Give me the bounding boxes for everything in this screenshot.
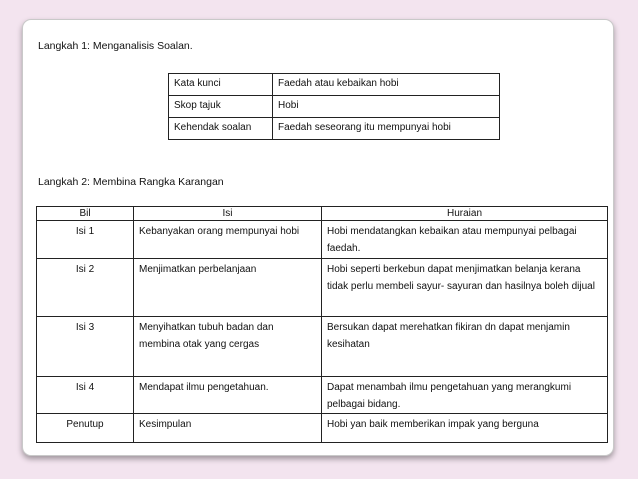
- table-row: [169, 74, 500, 96]
- cell-huraian: Hobi yan baik memberikan impak yang berguna: [322, 414, 608, 443]
- table-row: [169, 118, 500, 140]
- cell-bil: Isi 3: [37, 317, 134, 377]
- analysis-value: Hobi: [273, 96, 500, 118]
- cell-isi: Kebanyakan orang mempunyai hobi: [134, 221, 322, 259]
- analysis-value: Faedah atau kebaikan hobi: [273, 74, 500, 96]
- cell-isi: Menyihatkan tubuh badan dan membina otak yang cergas: [134, 317, 322, 377]
- header-huraian: Huraian: [322, 207, 608, 221]
- table-header-row: [37, 207, 608, 221]
- table-row: [169, 96, 500, 118]
- slide: [22, 19, 614, 456]
- cell-isi: Menjimatkan perbelanjaan: [134, 259, 322, 317]
- step1-heading: Langkah 1: Menganalisis Soalan.: [38, 40, 193, 52]
- cell-huraian: Bersukan dapat merehatkan fikiran dn dapat menjamin kesihatan: [322, 317, 608, 377]
- analysis-label: Kata kunci: [169, 74, 273, 96]
- table-row: [37, 377, 608, 414]
- analysis-value: Faedah seseorang itu mempunyai hobi: [273, 118, 500, 140]
- analysis-table: [168, 73, 500, 140]
- cell-huraian: Dapat menambah ilmu pengetahuan yang merangkumi pelbagai bidang.: [322, 377, 608, 414]
- table-row: [37, 221, 608, 259]
- cell-bil: Penutup: [37, 414, 134, 443]
- table-row: [37, 259, 608, 317]
- cell-huraian: Hobi seperti berkebun dapat menjimatkan belanja kerana tidak perlu membeli sayur- sayuran dan hasilnya boleh dijual: [322, 259, 608, 317]
- table-row: [37, 414, 608, 443]
- cell-huraian: Hobi mendatangkan kebaikan atau mempunyai pelbagai faedah.: [322, 221, 608, 259]
- analysis-label: Skop tajuk: [169, 96, 273, 118]
- outline-table: [36, 206, 608, 443]
- table-row: [37, 317, 608, 377]
- cell-bil: Isi 1: [37, 221, 134, 259]
- cell-bil: Isi 2: [37, 259, 134, 317]
- analysis-label: Kehendak soalan: [169, 118, 273, 140]
- cell-isi: Kesimpulan: [134, 414, 322, 443]
- header-bil: Bil: [37, 207, 134, 221]
- cell-isi: Mendapat ilmu pengetahuan.: [134, 377, 322, 414]
- step2-heading: Langkah 2: Membina Rangka Karangan: [38, 176, 224, 188]
- header-isi: Isi: [134, 207, 322, 221]
- cell-bil: Isi 4: [37, 377, 134, 414]
